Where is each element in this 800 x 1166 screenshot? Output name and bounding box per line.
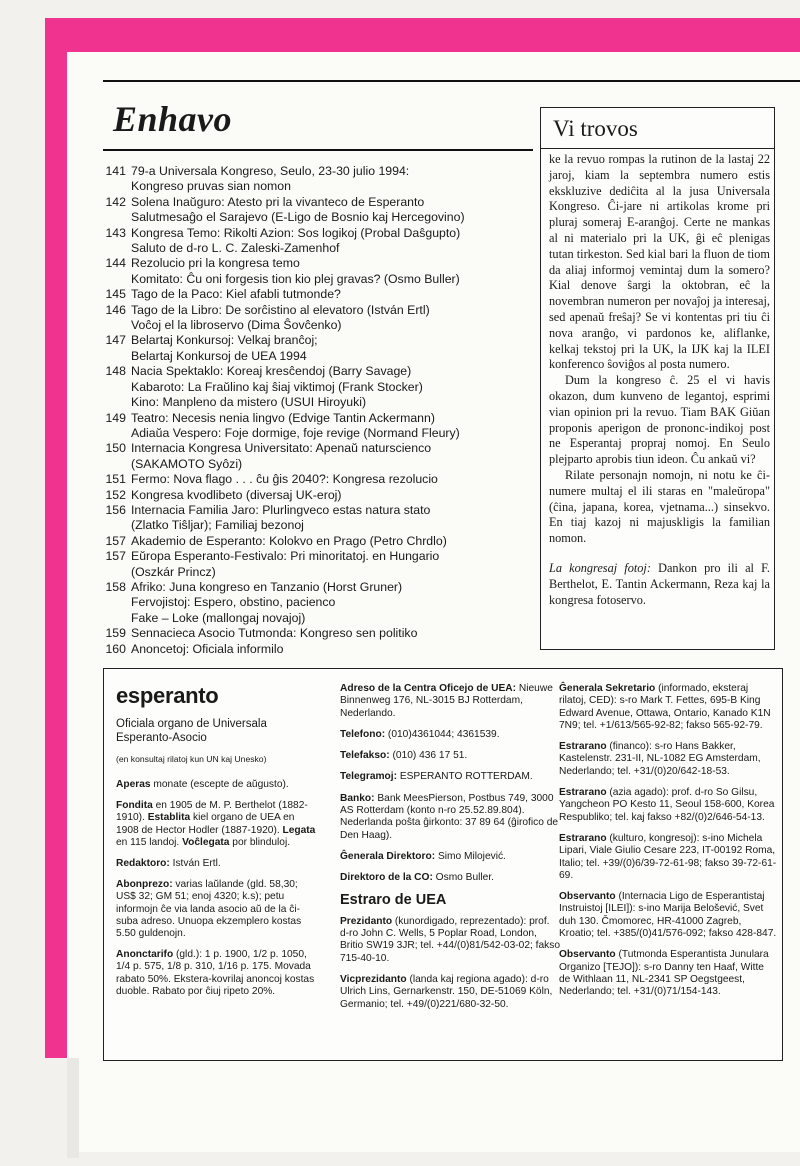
impressum-label: Abonprezo: — [116, 879, 173, 891]
impressum-text: (azia agado): prof. d-ro So Gilsu, Yangcheon PO Kesto 11, Seoul 158-600, Korea Respubliko; tel. kaj fakso +82/(0)2/646-54-13. — [559, 787, 775, 823]
impressum-label: Direktoro de la CO: — [340, 872, 433, 884]
impressum-entry — [559, 741, 777, 778]
impressum-entry — [340, 729, 560, 741]
toc-entry — [100, 287, 540, 302]
sidebar-title: Vi trovos — [553, 116, 638, 141]
impressum-entry — [116, 858, 316, 870]
toc-line: Rezolucio pri la kongresa temo — [131, 256, 300, 271]
page-title: Enhavo — [113, 99, 233, 139]
toc-line: Voĉoj el la libroservo (Dima Ŝovĉenko) — [131, 318, 342, 333]
impressum-label: Observanto — [559, 891, 616, 903]
impressum-text: (gld.): 1 p. 1900, 1/2 p. 1050, 1/4 p. 575, 1/8 p. 310, 1/16 p. 175. Movada rabato 50%. Ekstera-kovrilaj anoncoj kostas duoble. Rabato por ĉiuj ripeto 20%. — [116, 949, 315, 997]
impressum-entry — [340, 851, 560, 863]
toc-line: Komitato: Ĉu oni forgesis tion kio plej gravas? (Osmo Buller) — [131, 271, 460, 286]
toc-page-number: 148 — [105, 364, 126, 379]
impressum-column-3 — [559, 683, 777, 1008]
consultative-note: (en konsultaj rilatoj kun UN kaj Unesko) — [116, 754, 267, 764]
impressum-entry — [559, 833, 777, 882]
magenta-border-top — [45, 18, 800, 52]
impressum-text: varias laŭlande (gld. 58,30; US$ 32; GM 51; enoj 4320; k.s); petu informojn ĉe via landa asocio aŭ de la ĉi-suba adreso. Unuopa ekzemplero kostas 5.50 guldenojn. — [116, 879, 302, 940]
toc-line: Saluto de d-ro L. C. Zaleski-Zamenhof — [131, 241, 340, 256]
impressum-label: Adreso de la Centra Oficejo de UEA: — [340, 683, 517, 694]
page-shadow — [67, 1058, 79, 1158]
toc-line: Teatro: Necesis nenia lingvo (Edvige Tantin Ackermann) — [131, 410, 435, 425]
toc-line: Eŭropa Esperanto-Festivalo: Pri minoritatoj. en Hungario — [131, 549, 440, 564]
impressum-label: Telefakso: — [340, 750, 390, 762]
impressum-entry — [340, 974, 560, 1011]
toc-page-number: 160 — [105, 641, 126, 656]
toc-entry — [100, 441, 540, 472]
table-of-contents — [100, 164, 540, 657]
toc-line: Belartaj Konkursoj: Velkaj branĉoj; — [131, 333, 318, 348]
impressum-entry — [340, 683, 560, 720]
toc-line: Internacia Kongresa Universitato: Apenaŭ natursciencо — [131, 441, 432, 456]
impressum-label: Redaktoro: — [116, 858, 170, 870]
impressum-text: (financo): s-ro Hans Bakker, Kastelenstr. 231-II, NL-1082 EG Amsterdam, Nederlando; tel. +31/(0)20/642-18-53. — [559, 741, 761, 777]
impressum-text: ESPERANTO ROTTERDAM. — [397, 771, 533, 783]
toc-page-number: 152 — [105, 487, 126, 502]
sidebar-paragraph: ke la revuo rompas la rutinon de la lastaj 22 jaroj, kiam la septembra numero estis ekskluzive dediĉita al la jusa Universala Kongreso. Ĉi-jare ni artikolas krome pri pluraj someraj E-aranĝoj. Certe ne mankas al ni materialo pri la UK, ĝi eĉ plenigas tutan tirkeston. Sed kial bari la fluon de tiom da aliaj informoj vemintaj dum la somero? Kial denove ŝargi la oktobran, eĉ la novembran numeron per novaĵoj ja interesaj, sed apenaŭ freŝaj? Se vi kontentas pri tiu ĉi nova aranĝo, vi pardonos ke, aliflanke, kelkaj tekstoj pri la UK, la IJK kaj la ILEI konferenco ŝoviĝos al posta numero. — [549, 152, 770, 372]
sidebar-paragraph: Dum la kongreso ĉ. 25 el vi havis okazon, dum kunveno de legantoj, esprimi vian opinion pri la revuo. Tiam BAK Giŭan proponis aperigon de prononc-indikoj post ne Esperantaj propraj nomoj. En Seulo plejparto aprobis tiun ideon. Ĉu ankaŭ vi? — [549, 373, 770, 467]
sidebar-paragraph: Rilate personajn nomojn, ni notu ke ĉi-numere multaj el ili staras en "maleŭropa" (ĉina, japana, korea, vjetnama...) sinsekvo. En tiaj kazoj ni majuskligis la familian nomon. — [549, 467, 770, 546]
photo-credits-label: La kongresaj fotoj: — [549, 560, 651, 575]
impressum-entry — [340, 750, 560, 762]
impressum-entry — [116, 879, 316, 940]
toc-line: Nacia Spektaklo: Koreaj kresĉendoj (Barry Savage) — [131, 364, 412, 379]
impressum-label: Vicprezidanto — [340, 974, 407, 986]
toc-page-number: 143 — [105, 225, 126, 240]
toc-entry — [100, 303, 540, 334]
impressum-text: Bank MeesPierson, Postbus 749, 3000 AS Rotterdam (konto n-ro 25.52.89.804). Nederlanda poŝta ĝirkonto: 37 89 64 (ĝirofico de Den Haag). — [340, 792, 559, 841]
impressum-label: Observanto — [559, 949, 616, 961]
toc-entry — [100, 642, 540, 657]
board-heading: Estraro de UEA — [340, 891, 447, 908]
toc-line: Kongresa Temo: Rikolti Azion: Sos logikoj (Probal Daŝgupto) — [131, 225, 461, 240]
toc-page-number: 146 — [105, 302, 126, 317]
toc-page-number: 150 — [105, 441, 126, 456]
toc-page-number: 145 — [105, 287, 126, 302]
toc-entry — [100, 503, 540, 534]
toc-page-number: 144 — [105, 256, 126, 271]
toc-entry — [100, 580, 540, 626]
toc-line: Adiaŭa Vespero: Foje dormige, foje revige (Normand Fleury) — [131, 425, 460, 440]
toc-page-number: 147 — [105, 333, 126, 348]
sidebar-rule — [541, 148, 774, 149]
toc-line: Tago de la Paco: Kiel afabli tutmonde? — [131, 287, 341, 302]
toc-entry — [100, 333, 540, 364]
toc-line: (SAKAMOTO Syôzi) — [131, 456, 243, 471]
impressum-entry — [340, 872, 560, 884]
toc-page-number: 159 — [105, 626, 126, 641]
toc-line: Fake – Loke (mallongaj novajoj) — [131, 610, 306, 625]
impressum-label: Estrarano — [559, 741, 607, 753]
toc-line: Kongreso pruvas sian nomon — [131, 179, 291, 194]
impressum-text: (Internacia Ligo de Esperantistaj Instruistoj [ILEI]): s-ino Marija Belošević, Svet duh 130. Čmomorec, HR-41000 Zagreb, Kroatio; tel. +385/(0)41/576-092; fakso 428-847. — [559, 891, 777, 940]
impressum-label: Banko: — [340, 792, 375, 804]
impressum-label: Telegramoj: — [340, 771, 397, 783]
impressum-text: Nieuwe Binnenweg 176, NL-3015 BJ Rotterdam, Nederlando. — [340, 683, 553, 719]
impressum-text: (informado, eksteraj rilatoj, CED): s-ro Mark T. Fettes, 695-B King Edward Avenue, Ottawa, Ontario, Kanado K1N 7N9; tel. +1/613/565-92-82; fakso 565-92-79. — [559, 683, 771, 731]
impressum-label: Telefono: — [340, 728, 386, 740]
impressum-text: Simo Milojević. — [435, 850, 506, 862]
toc-page-number: 157 — [105, 533, 126, 548]
impressum-text: (kulturo, kongresoj): s-ino Michela Lipari, Viale Giulio Cesare 223, IT-00192 Roma, Italio; tel. +39/(0)6/39-72-61-98; fakso 39-72-61-69. — [559, 832, 777, 881]
toc-page-number: 141 — [105, 164, 126, 178]
toc-entry — [100, 364, 540, 410]
toc-page-number: 158 — [105, 579, 126, 594]
impressum-label: Establita — [147, 812, 191, 824]
impressum-text: (010)4361044; 4361539. — [385, 728, 500, 740]
toc-entry — [100, 411, 540, 442]
impressum-label: Ĝenerala Direktoro: — [340, 850, 436, 862]
impressum-text: por blinduloj. — [229, 836, 291, 848]
toc-entry — [100, 195, 540, 226]
toc-line: Akademio de Esperanto: Kolokvo en Prago (Petro Chrdlo) — [131, 533, 447, 548]
toc-page-number: 151 — [105, 472, 126, 487]
toc-entry — [100, 164, 540, 195]
photo-credits — [549, 561, 770, 608]
impressum-text: (Tutmonda Esperantista Junulara Organizo [TEJO]): s-ro Danny ten Haaf, Witte de Withlaan 11, NL-2341 SP Oegstgeest, Nederlando; tel. +31/(0)71/154-143. — [559, 949, 769, 998]
toc-line: Afriko: Juna kongreso en Tanzanio (Horst Gruner) — [131, 579, 403, 594]
impressum-entry — [340, 771, 560, 783]
impressum-entry — [116, 800, 316, 849]
impressum-box — [103, 668, 783, 1061]
toc-entry — [100, 534, 540, 549]
impressum-entry — [116, 779, 316, 791]
toc-line: Solena Inaŭguro: Atesto pri la vivanteco de Esperanto — [131, 194, 425, 209]
toc-line: Internacia Familia Jaro: Plurlingveco estas natura stato — [131, 502, 431, 517]
impressum-label: Anonctarifo — [116, 949, 174, 961]
toc-entry — [100, 488, 540, 503]
impressum-entry — [340, 916, 560, 965]
impressum-label: Voĉlegata — [182, 836, 230, 848]
toc-line: Anoncetoj: Oficiala informilo — [131, 641, 284, 656]
toc-page-number: 149 — [105, 410, 126, 425]
impressum-text: Osmo Buller. — [432, 872, 494, 884]
toc-line: Belartaj Konkursoj de UEA 1994 — [131, 348, 307, 363]
impressum-text: en 1905 de M. P. Berthelot (1882-1910). — [116, 800, 308, 824]
impressum-label: Aperas — [116, 779, 151, 790]
toc-entry — [100, 549, 540, 580]
toc-line: Fermo: Nova flago . . . ĉu ĝis 2040?: Kongresa rezolucio — [131, 472, 438, 487]
toc-line: Kabaroto: La Fraŭlino kaj ŝiaj viktimoj (Frank Stocker) — [131, 379, 423, 394]
impressum-entry — [559, 949, 777, 998]
toc-entry — [100, 626, 540, 641]
toc-line: Kino: Manpleno da mistero (USUI Hiroyuki) — [131, 395, 367, 410]
toc-line: (Zlatko Tiŝljar); Familiaj bezonoj — [131, 518, 304, 533]
impressum-text: (landa kaj regiona agado): d-ro Ulrich Lins, Gernarkenstr. 150, DE-51069 Köln, Germanio; tel. +49/(0)221/680-32-50. — [340, 974, 553, 1010]
impressum-label: Ĝenerala Sekretario — [559, 683, 656, 694]
top-rule — [103, 80, 800, 82]
impressum-entry — [559, 683, 777, 732]
toc-line: Salutmesaĝo el Sarajevo (E-Ligo de Bosnio kaj Hercegovino) — [131, 210, 465, 225]
impressum-text: en 115 landoj. — [116, 836, 183, 848]
impressum-text: monate (escepte de aŭgusto). — [150, 779, 289, 790]
toc-page-number: 156 — [105, 502, 126, 517]
impressum-label: Estrarano — [559, 832, 607, 844]
toc-line: (Oszkár Princz) — [131, 564, 216, 579]
toc-line: Kongresa kvodlibeto (diversaj UK-eroj) — [131, 487, 342, 502]
toc-entry — [100, 472, 540, 487]
toc-page-number: 142 — [105, 194, 126, 209]
title-rule — [103, 149, 533, 151]
toc-line: Fervojistoj: Espero, obstino, pacienco — [131, 595, 336, 610]
impressum-entry — [559, 891, 777, 940]
toc-entry — [100, 256, 540, 287]
impressum-entry — [116, 949, 316, 998]
magenta-border-left — [45, 18, 67, 1058]
impressum-label: Estrarano — [559, 787, 607, 799]
impressum-label: Legata — [282, 824, 316, 836]
impressum-entry — [559, 787, 777, 824]
toc-line: 79-a Universala Kongreso, Seulo, 23-30 julio 1994: — [131, 164, 410, 178]
impressum-column-1 — [116, 779, 316, 1007]
toc-line: Sennacieca Asocio Tutmonda: Kongreso sen politiko — [131, 626, 418, 641]
sidebar-body — [549, 152, 770, 608]
impressum-text: (010) 436 17 51. — [389, 750, 468, 762]
toc-page-number: 157 — [105, 549, 126, 564]
impressum-text: István Ertl. — [169, 858, 221, 870]
photo-credits-text: Dankon pro ili al F. Berthelot, E. Tantin Ackermann, Reza kaj la kongresa fotoservo. — [549, 560, 771, 607]
sidebar-box — [540, 107, 775, 650]
organ-subtitle: Oficiala organo de Universala Esperanto-Asocio — [116, 718, 267, 744]
toc-line: Tago de la Libro: De sorĉistino al elevatoro (István Ertl) — [131, 302, 430, 317]
impressum-label: Fondita — [116, 800, 153, 812]
impressum-column-2 — [340, 683, 560, 1020]
impressum-text: (kunordigado, reprezentado): prof. d-ro John C. Wells, 5 Poplar Road, London, Britio SW19 3JR; tel. +44/(0)81/542-03-02; fakso 715-40-10. — [340, 915, 560, 964]
impressum-text: kiel organo de UEA en 1908 de Hector Hodler (1887-1920). — [116, 812, 295, 836]
toc-entry — [100, 226, 540, 257]
impressum-entry — [340, 793, 560, 842]
esperanto-logo: esperanto — [116, 683, 219, 708]
impressum-label: Prezidanto — [340, 915, 393, 927]
